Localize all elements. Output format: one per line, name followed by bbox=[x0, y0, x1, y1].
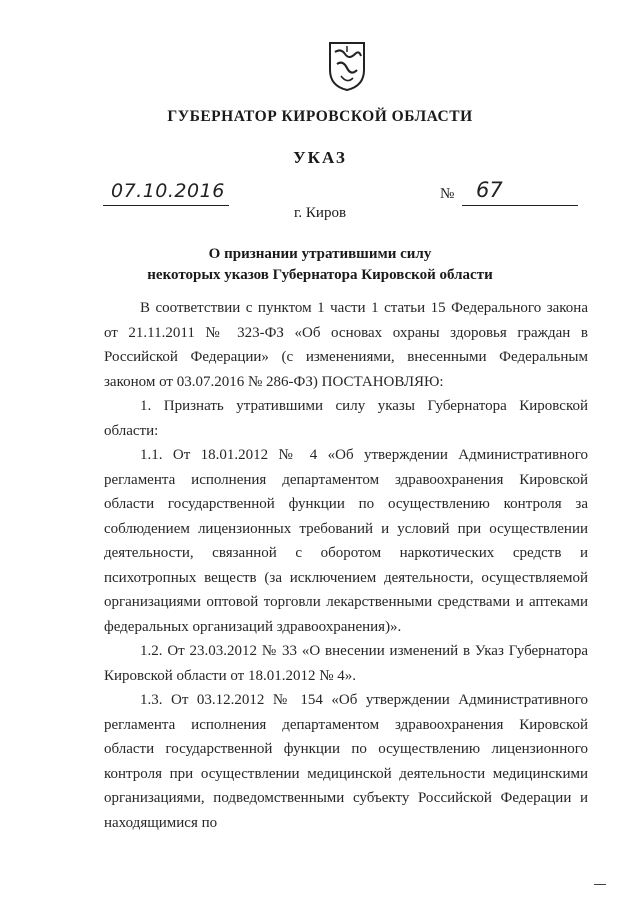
scan-mark bbox=[594, 884, 606, 885]
city: г. Киров bbox=[293, 205, 347, 221]
item-1-1-paragraph: 1.1. От 18.01.2012 № 4 «Об утверждении Административного регламента исполнения департаментом здравоохранения Кировской области государственной функции по осуществлению контроля за соблюдением лицензионных требований и условий при осуществлении деятельности, связанной с оборотом наркотических средств и психотропных веществ (за исключением деятельности, осуществляемой организациями оптовой торговли лекарственными средствами и аптеками федеральных организаций здравоохранения)». bbox=[104, 447, 588, 635]
subject-line-1: О признании утратившими силу bbox=[208, 246, 432, 262]
date-field bbox=[103, 180, 229, 206]
issuer-title: ГУБЕРНАТОР КИРОВСКОЙ ОБЛАСТИ bbox=[167, 108, 473, 125]
document-body bbox=[104, 296, 588, 835]
handwritten-number: 67 bbox=[476, 178, 503, 202]
item-1-2-paragraph: 1.2. От 23.03.2012 № 33 «О внесении изменений в Указ Губернатора Кировской области от 18.01.2012 № 4». bbox=[104, 643, 588, 684]
number-field bbox=[440, 178, 578, 206]
number-sign: № bbox=[440, 186, 455, 202]
item-1-3-paragraph: 1.3. От 03.12.2012 № 154 «Об утверждении Административного регламента исполнения департаментом здравоохранения Кировской области государственной функции по осуществлению лицензионного контроля при осуществлении медицинской деятельности медицинскими организациями, подведомственными субъекту Российской Федерации и находящимися по bbox=[104, 692, 588, 831]
handwritten-date: 07.10.2016 bbox=[111, 180, 225, 202]
document-subject bbox=[0, 244, 640, 286]
subject-line-2: некоторых указов Губернатора Кировской области bbox=[147, 267, 493, 283]
item-1-paragraph: 1. Признать утратившими силу указы Губернатора Кировской области: bbox=[104, 398, 588, 439]
preamble-paragraph: В соответствии с пунктом 1 части 1 статьи 15 Федерального закона от 21.11.2011 № 323-ФЗ «Об основах охраны здоровья граждан в Российской Федерации» (с изменениями, внесенными Федеральным законом от 03.07.2016 № 286-ФЗ) ПОСТАНОВЛЯЮ: bbox=[104, 300, 588, 390]
kirov-oblast-coat-of-arms-icon bbox=[327, 40, 367, 92]
document-type: УКАЗ bbox=[293, 148, 347, 167]
